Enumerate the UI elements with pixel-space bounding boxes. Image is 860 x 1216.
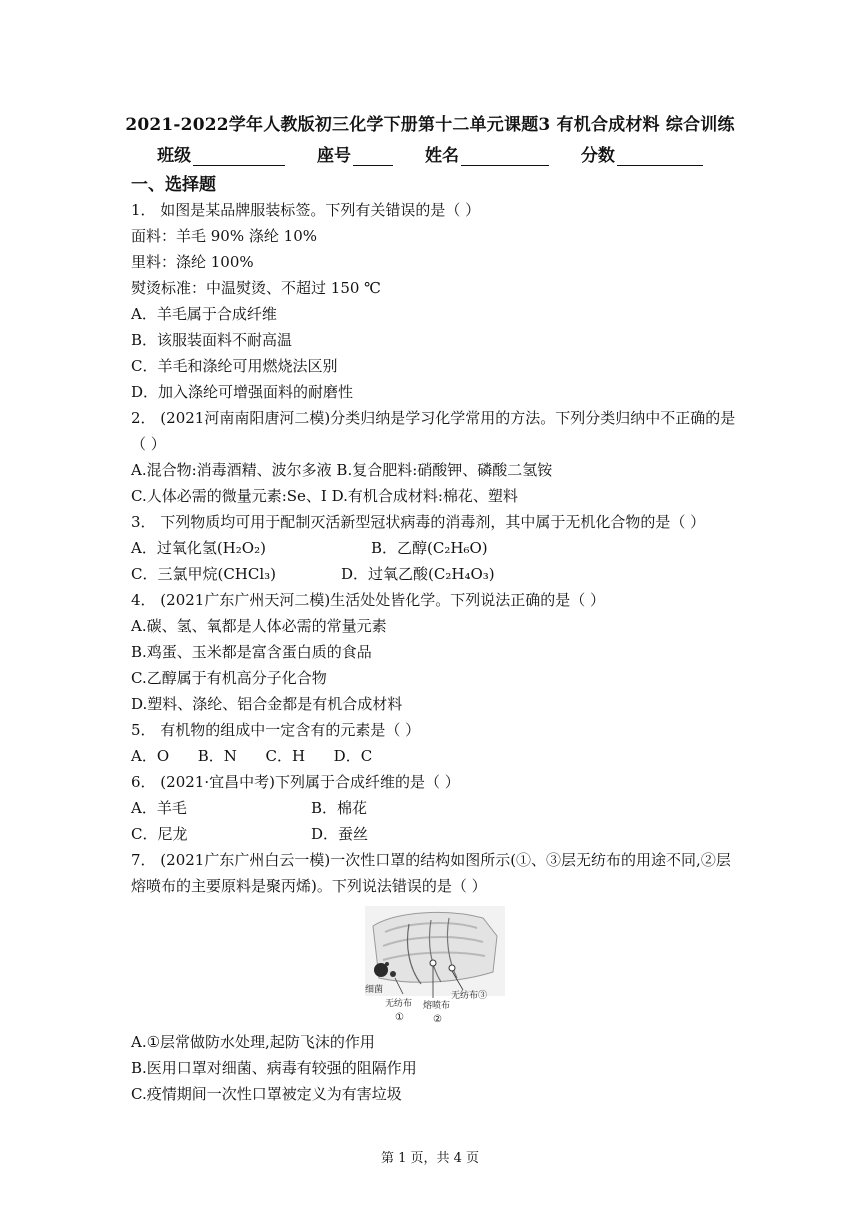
student-info-fields xyxy=(0,141,860,166)
q7-stem-cont: 熔喷布的主要原料是聚丙烯)。下列说法错误的是（ ） xyxy=(131,877,487,895)
section-title: 一、选择题 xyxy=(131,175,216,195)
q6-stem: 6． (2021·宜昌中考)下列属于合成纤维的是（ ） xyxy=(131,773,460,791)
q3-option-c[interactable]: C．三氯甲烷(CHCl₃) xyxy=(131,565,277,583)
q3-options-row-1 xyxy=(131,535,731,561)
q3-options-row-2 xyxy=(131,561,731,587)
q4-stem: 4． (2021广东广州天河二模)生活处处皆化学。下列说法正确的是（ ） xyxy=(131,591,605,609)
figure-label-layer1: 无纺布 xyxy=(385,999,413,1009)
q6-option-d[interactable]: D．蚕丝 xyxy=(311,825,369,843)
figure-label-layer2: 熔喷布 xyxy=(423,1001,451,1011)
q1-option-a[interactable]: A．羊毛属于合成纤维 xyxy=(131,305,277,323)
q1-option-c[interactable]: C．羊毛和涤纶可用燃烧法区别 xyxy=(131,357,338,375)
score-field[interactable] xyxy=(581,141,703,166)
q6-option-c[interactable]: C．尼龙 xyxy=(131,825,188,843)
name-blank[interactable] xyxy=(461,148,549,166)
q5-stem: 5． 有机物的组成中一定含有的元素是（ ） xyxy=(131,721,421,739)
q3-option-a[interactable]: A．过氧化氢(H₂O₂) xyxy=(131,539,266,557)
q6-option-a[interactable]: A．羊毛 xyxy=(131,799,187,817)
q3-option-d[interactable]: D．过氧乙酸(C₂H₄O₃) xyxy=(341,565,495,583)
seat-label: 座号 xyxy=(317,146,352,166)
q7-options xyxy=(131,1029,731,1107)
q2-options-row-1[interactable]: A.混合物:消毒酒精、波尔多液 B.复合肥料:硝酸钾、磷酸二氢铵 xyxy=(131,461,553,479)
name-field[interactable] xyxy=(425,141,549,166)
q6-options-row-2 xyxy=(131,821,731,847)
q6-options-row-1 xyxy=(131,795,731,821)
class-field[interactable] xyxy=(157,141,285,166)
figure-label-bacteria: 细菌 xyxy=(365,985,384,995)
mask-structure-figure xyxy=(365,906,505,1028)
page-footer: 第 1 页，共 4 页 xyxy=(380,1151,480,1166)
q1-stem: 1． 如图是某品牌服装标签。下列有关错误的是（ ） xyxy=(131,201,481,219)
q5-options[interactable]: A．O B．N C．H D．C xyxy=(131,747,373,765)
document-title: 2021-2022学年人教版初三化学下册第十二单元课题3 有机合成材料 综合训练 xyxy=(125,115,735,135)
name-label: 姓名 xyxy=(424,146,459,166)
q4-option-a[interactable]: A.碳、氢、氧都是人体必需的常量元素 xyxy=(131,617,387,635)
q1-label-line: 熨烫标准：中温熨烫、不超过 150 ℃ xyxy=(131,279,381,297)
q4-option-d[interactable]: D.塑料、涤纶、铝合金都是有机合成材料 xyxy=(131,695,403,713)
class-blank[interactable] xyxy=(193,148,285,166)
score-blank[interactable] xyxy=(617,148,703,166)
q6-option-b[interactable]: B．棉花 xyxy=(311,799,368,817)
figure-label-layer1-num: ① xyxy=(395,1012,404,1023)
q2-stem-cont: （ ） xyxy=(131,435,166,453)
q2-options-row-2[interactable]: C.人体必需的微量元素:Se、I D.有机合成材料:棉花、塑料 xyxy=(131,487,518,505)
q1-option-b[interactable]: B．该服装面料不耐高温 xyxy=(131,331,293,349)
class-label: 班级 xyxy=(157,146,192,166)
q7-option-a[interactable]: A.①层常做防水处理,起防飞沫的作用 xyxy=(131,1033,375,1051)
q4-option-c[interactable]: C.乙醇属于有机高分子化合物 xyxy=(131,669,327,687)
q7-stem: 7． (2021广东广州白云一模)一次性口罩的结构如图所示(①、③层无纺布的用途不同,②层 xyxy=(131,851,731,869)
seat-blank[interactable] xyxy=(353,148,393,166)
seat-field[interactable] xyxy=(317,141,393,166)
q3-stem: 3． 下列物质均可用于配制灭活新型冠状病毒的消毒剂，其中属于无机化合物的是（ ） xyxy=(131,513,706,531)
questions-block xyxy=(131,197,736,899)
q1-label-line: 面料：羊毛 90% 涤纶 10% xyxy=(131,227,317,245)
score-label: 分数 xyxy=(580,146,615,166)
q7-option-c[interactable]: C.疫情期间一次性口罩被定义为有害垃圾 xyxy=(131,1085,402,1103)
q3-option-b[interactable]: B．乙醇(C₂H₆O) xyxy=(371,539,488,557)
figure-label-layer2-num: ② xyxy=(433,1014,442,1025)
q1-option-d[interactable]: D．加入涤纶可增强面料的耐磨性 xyxy=(131,383,354,401)
q4-option-b[interactable]: B.鸡蛋、玉米都是富含蛋白质的食品 xyxy=(131,643,372,661)
figure-label-layer3: 无纺布③ xyxy=(451,991,488,1001)
q1-label-line: 里料：涤纶 100% xyxy=(131,253,254,271)
q2-stem: 2． (2021河南南阳唐河二模)分类归纳是学习化学常用的方法。下列分类归纳中不正确的是 xyxy=(131,409,736,427)
q7-option-b[interactable]: B.医用口罩对细菌、病毒有较强的阻隔作用 xyxy=(131,1059,417,1077)
